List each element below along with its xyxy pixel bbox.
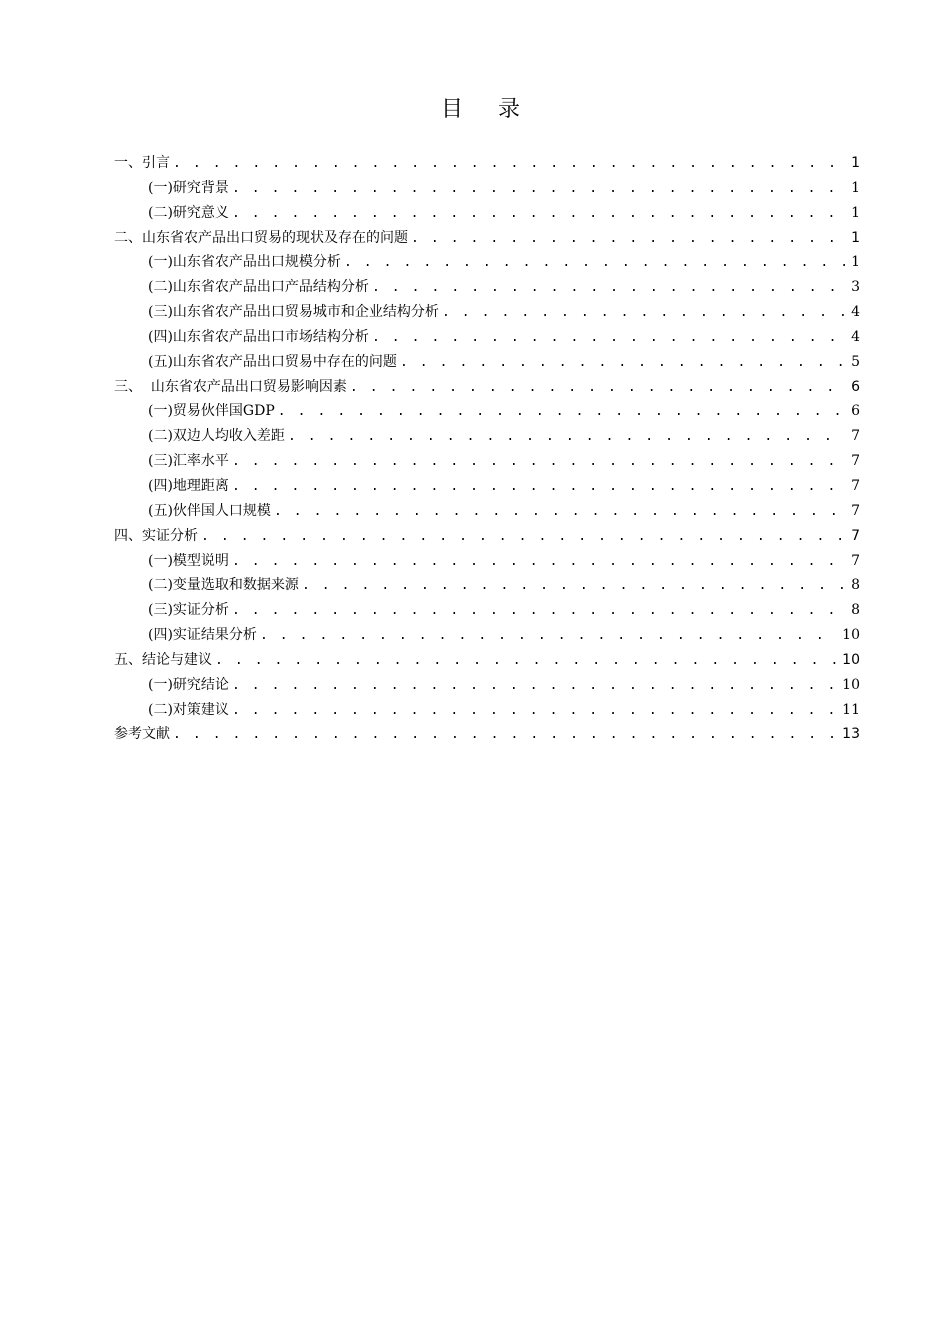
toc-page-number: 7 [851, 477, 860, 494]
toc-entry[interactable] [114, 399, 860, 424]
toc-entry[interactable] [114, 722, 860, 747]
toc-entry[interactable] [114, 673, 860, 698]
toc-page-number: 4 [851, 304, 860, 321]
toc-entry-label: 四、实证分析 [114, 527, 198, 544]
toc-entry[interactable] [114, 325, 860, 350]
toc-entry-label: 参考文献 [114, 726, 170, 743]
toc-entry[interactable] [114, 350, 860, 375]
toc-leader-dots [232, 699, 838, 724]
toc-entry-label: (二)变量选取和数据来源 [148, 577, 299, 594]
toc-leader-dots [350, 376, 847, 401]
toc-entry-label: (四)山东省农产品出口市场结构分析 [148, 328, 369, 345]
toc-entry-label: 一、引言 [114, 155, 170, 171]
toc-entry[interactable] [114, 549, 860, 574]
toc-leader-dots [173, 723, 838, 748]
toc-page-number: 10 [842, 627, 860, 644]
toc-entry-label: (二)研究意义 [148, 204, 229, 221]
toc-leader-dots [278, 400, 847, 425]
toc-entry[interactable] [114, 275, 860, 300]
toc-entry-label: (四)实证结果分析 [148, 627, 257, 644]
toc-page-number: 1 [851, 179, 860, 196]
table-of-contents [114, 151, 860, 747]
toc-entry[interactable] [114, 474, 860, 499]
toc-entry-label: (一)研究结论 [148, 676, 229, 693]
toc-entry-label: (一)山东省农产品出口规模分析 [148, 254, 341, 271]
toc-entry[interactable] [114, 424, 860, 449]
toc-entry[interactable] [114, 250, 860, 275]
toc-leader-dots [372, 326, 847, 351]
toc-title: 目 录 [441, 97, 534, 122]
toc-leader-dots [232, 599, 847, 624]
toc-entry-label: (三)实证分析 [148, 602, 229, 619]
toc-page-number: 7 [851, 428, 860, 445]
toc-entry[interactable] [114, 375, 860, 400]
toc-entry[interactable] [114, 151, 860, 176]
toc-entry-label: (一)模型说明 [148, 552, 229, 569]
toc-entry[interactable] [114, 573, 860, 598]
toc-page-number: 8 [851, 577, 860, 594]
toc-leader-dots [201, 525, 847, 550]
toc-entry[interactable] [114, 449, 860, 474]
toc-page-number: 8 [851, 602, 860, 619]
toc-leader-dots [173, 152, 847, 177]
toc-page-number: 1 [851, 254, 860, 271]
toc-leader-dots [344, 251, 847, 276]
toc-page-number: 7 [851, 527, 860, 544]
toc-entry-label: (一)贸易伙伴国GDP [148, 403, 275, 420]
toc-entry[interactable] [114, 598, 860, 623]
toc-page-number: 7 [851, 552, 860, 569]
toc-leader-dots [400, 351, 847, 376]
toc-page-number: 11 [842, 701, 860, 718]
toc-leader-dots [302, 574, 847, 599]
toc-leader-dots [215, 649, 838, 674]
toc-page-number: 3 [851, 279, 860, 296]
toc-entry[interactable] [114, 623, 860, 648]
toc-entry[interactable] [114, 201, 860, 226]
toc-leader-dots [232, 550, 847, 575]
toc-leader-dots [232, 450, 847, 475]
toc-leader-dots [442, 301, 847, 326]
toc-leader-dots [372, 276, 847, 301]
toc-entry[interactable] [114, 226, 860, 251]
toc-entry[interactable] [114, 698, 860, 723]
toc-entry-label: (二)山东省农产品出口产品结构分析 [148, 279, 369, 296]
toc-leader-dots [260, 624, 838, 649]
toc-entry-label: 五、结论与建议 [114, 651, 212, 668]
toc-page-number: 6 [851, 378, 860, 395]
toc-page-number: 1 [851, 204, 860, 221]
toc-entry[interactable] [114, 176, 860, 201]
toc-leader-dots [232, 177, 847, 202]
toc-page-number: 10 [842, 651, 860, 668]
toc-entry-label: (三)山东省农产品出口贸易城市和企业结构分析 [148, 304, 439, 321]
toc-page-number: 6 [851, 403, 860, 420]
toc-page-number: 7 [851, 502, 860, 519]
toc-entry-label: (二)对策建议 [148, 701, 229, 718]
toc-entry-label: (五)山东省农产品出口贸易中存在的问题 [148, 353, 397, 370]
toc-entry[interactable] [114, 300, 860, 325]
toc-entry[interactable] [114, 524, 860, 549]
toc-leader-dots [274, 500, 847, 525]
toc-leader-dots [232, 475, 847, 500]
toc-page-number: 4 [851, 328, 860, 345]
toc-entry-label: (二)双边人均收入差距 [148, 428, 285, 445]
toc-leader-dots [232, 202, 847, 227]
toc-leader-dots [411, 227, 847, 252]
toc-page-number: 1 [851, 155, 860, 171]
toc-leader-dots [288, 425, 847, 450]
toc-page-number: 1 [851, 229, 860, 246]
toc-entry-label: (一)研究背景 [148, 179, 229, 196]
toc-entry-label: (五)伙伴国人口规模 [148, 502, 271, 519]
toc-entry-label: 二、山东省农产品出口贸易的现状及存在的问题 [114, 229, 408, 246]
toc-page-number: 5 [851, 353, 860, 370]
toc-entry-label: (四)地理距离 [148, 477, 229, 494]
toc-leader-dots [232, 674, 838, 699]
toc-page-number: 7 [851, 453, 860, 470]
toc-page-number: 13 [842, 726, 860, 743]
toc-entry[interactable] [114, 499, 860, 524]
toc-entry[interactable] [114, 648, 860, 673]
toc-entry-label: (三)汇率水平 [148, 453, 229, 470]
toc-entry-label: 三、 山东省农产品出口贸易影响因素 [114, 378, 347, 395]
toc-page-number: 10 [842, 676, 860, 693]
